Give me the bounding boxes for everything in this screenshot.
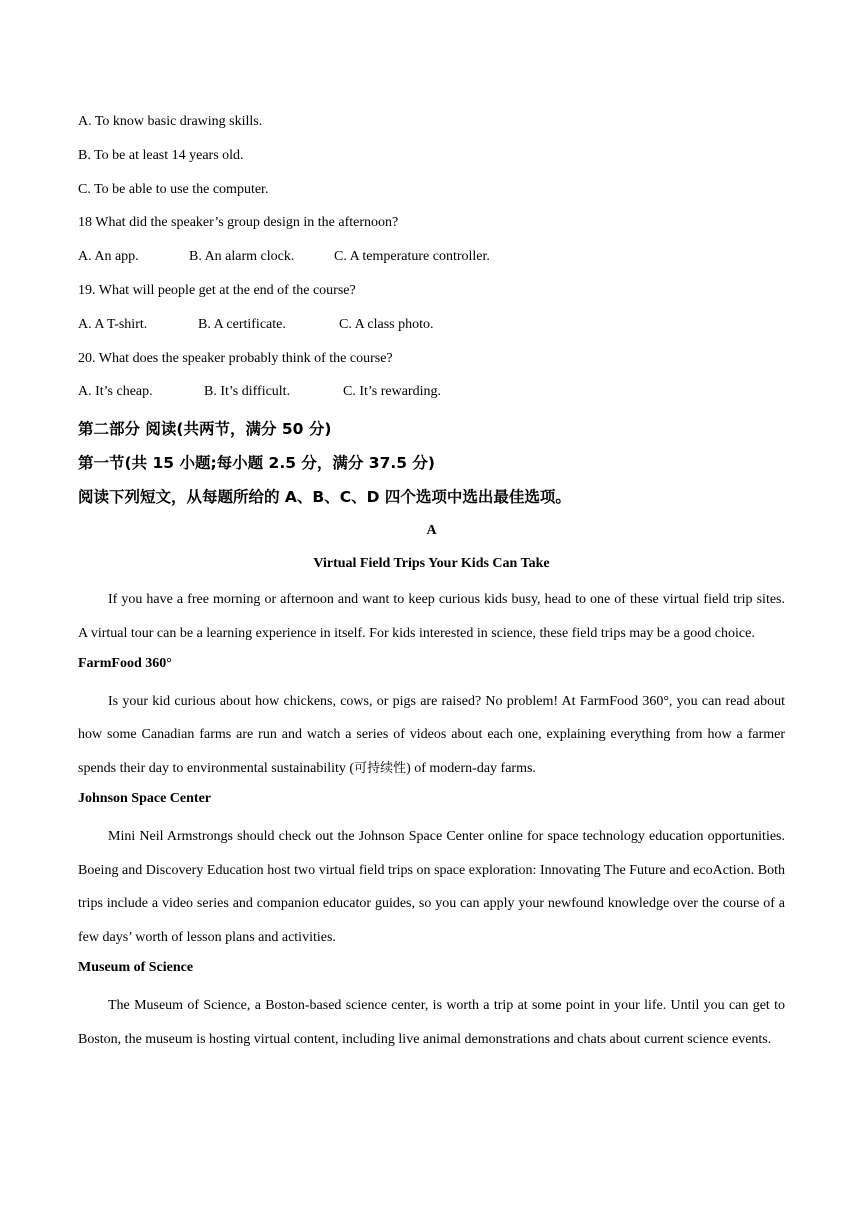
intro-paragraph: If you have a free morning or afternoon and want to keep curious kids busy, head to one of these virtual field trip sites. A virtual tour can be a learning experience in itself. For kids interested in science, these field trips may be a good choice. [78, 592, 785, 641]
q20-options [78, 380, 785, 414]
passage-title: Virtual Field Trips Your Kids Can Take [313, 556, 550, 572]
q20-option-b: B. It’s difficult. [204, 384, 291, 400]
section-heading: 第一节(共 15 小题;每小题 2.5 分，满分 37.5 分) [78, 453, 436, 472]
q17-option-c: C. To be able to use the computer. [78, 181, 269, 197]
q18-question: 18 What did the speaker’s group design in the afternoon? [78, 215, 399, 231]
q20-option-a: A. It’s cheap. [78, 384, 153, 400]
johnson-heading: Johnson Space Center [78, 790, 212, 806]
farmfood-heading: FarmFood 360° [78, 655, 172, 671]
q19-option-c: C. A class photo. [339, 316, 434, 332]
q19-option-b: B. A certificate. [198, 316, 286, 332]
q19-option-a: A. A T-shirt. [78, 316, 148, 332]
q20-question: 20. What does the speaker probably think of the course? [78, 350, 393, 366]
museum-heading: Museum of Science [78, 959, 194, 975]
johnson-paragraph: Mini Neil Armstrongs should check out the Johnson Space Center online for space technology education opportunities. Boeing and Discovery Education host two virtual field trips on space exploration: Innovating The Future and ecoAction. Both trips include a video series and companion educator guides, so you can apply your newfound knowledge over the course of a few days’ worth of lesson plans and activities. [78, 828, 785, 946]
farmfood-paragraph [78, 685, 785, 786]
q18-option-c: C. A temperature controller. [334, 249, 490, 265]
farmfood-text-cn: 可持续性 [354, 761, 407, 777]
farmfood-text-before: Is your kid curious about how chickens, cows, or pigs are raised? No problem! At FarmFood 360°, you can read about how some Canadian farms are run and watch a series of videos about each one, explaining everything from how a farmer spends their day to environmental sustainability ( [78, 693, 785, 777]
q17-option-b: B. To be at least 14 years old. [78, 147, 244, 163]
q18-option-a: A. An app. [78, 249, 139, 265]
q17-option-a: A. To know basic drawing skills. [78, 114, 263, 129]
farmfood-text-after: ) of modern-day farms. [406, 761, 536, 777]
exam-page [78, 110, 785, 1056]
q18-option-b: B. An alarm clock. [189, 249, 295, 265]
passage-letter: A [426, 522, 437, 538]
q20-option-c: C. It’s rewarding. [343, 384, 441, 400]
part-heading: 第二部分 阅读(共两节，满分 50 分) [78, 420, 332, 439]
museum-paragraph: The Museum of Science, a Boston-based science center, is worth a trip at some point in your life. Until you can get to Boston, the museum is hosting virtual content, including live animal demonstrations and chats about current science events. [78, 997, 785, 1047]
q19-options [78, 313, 785, 347]
q18-options [78, 245, 785, 279]
reading-instruction: 阅读下列短文，从每题所给的 A、B、C、D 四个选项中选出最佳选项。 [78, 487, 571, 506]
q19-question: 19. What will people get at the end of the course? [78, 282, 356, 298]
